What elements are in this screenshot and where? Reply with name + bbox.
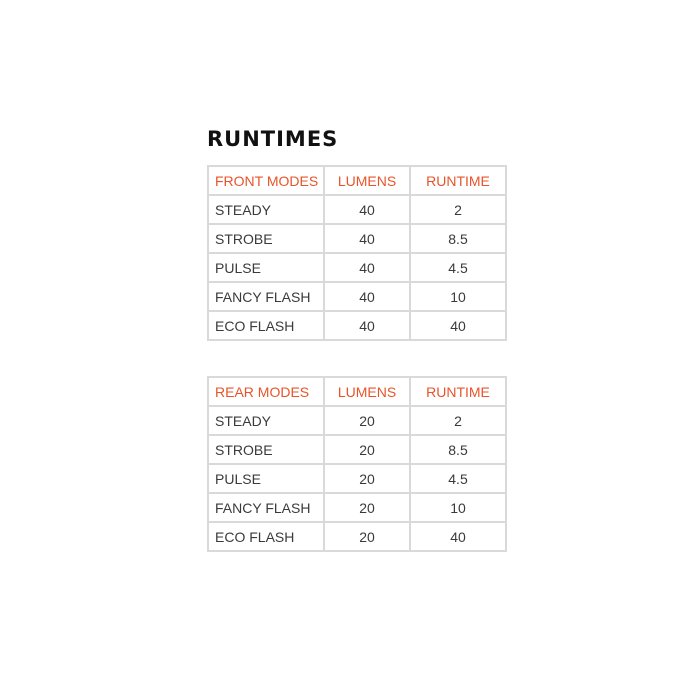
- cell-runtime: 10: [410, 282, 506, 311]
- table-row: [208, 253, 506, 282]
- cell-lumens: 20: [324, 406, 410, 435]
- table-row: [208, 493, 506, 522]
- cell-mode: PULSE: [208, 464, 324, 493]
- cell-mode: ECO FLASH: [208, 522, 324, 551]
- cell-lumens: 40: [324, 253, 410, 282]
- table-row: [208, 195, 506, 224]
- header-runtime: RUNTIME: [410, 377, 506, 406]
- table-row: [208, 464, 506, 493]
- table-header-row: [208, 166, 506, 195]
- header-lumens: LUMENS: [324, 377, 410, 406]
- rear-modes-table: [207, 376, 507, 552]
- table-row: [208, 406, 506, 435]
- cell-runtime: 8.5: [410, 224, 506, 253]
- cell-mode: STEADY: [208, 195, 324, 224]
- cell-runtime: 4.5: [410, 464, 506, 493]
- header-modes: REAR MODES: [208, 377, 324, 406]
- cell-lumens: 40: [324, 224, 410, 253]
- cell-lumens: 40: [324, 195, 410, 224]
- cell-runtime: 2: [410, 195, 506, 224]
- cell-runtime: 10: [410, 493, 506, 522]
- cell-runtime: 2: [410, 406, 506, 435]
- table-row: [208, 522, 506, 551]
- cell-mode: STEADY: [208, 406, 324, 435]
- cell-mode: FANCY FLASH: [208, 493, 324, 522]
- page-title: RUNTIMES: [207, 127, 339, 151]
- table-row: [208, 435, 506, 464]
- cell-lumens: 20: [324, 522, 410, 551]
- cell-lumens: 40: [324, 311, 410, 340]
- table-header-row: [208, 377, 506, 406]
- cell-lumens: 40: [324, 282, 410, 311]
- cell-mode: STROBE: [208, 224, 324, 253]
- cell-lumens: 20: [324, 464, 410, 493]
- cell-mode: FANCY FLASH: [208, 282, 324, 311]
- cell-runtime: 8.5: [410, 435, 506, 464]
- table-row: [208, 311, 506, 340]
- cell-mode: PULSE: [208, 253, 324, 282]
- table-row: [208, 282, 506, 311]
- cell-mode: STROBE: [208, 435, 324, 464]
- front-modes-table: [207, 165, 507, 341]
- header-runtime: RUNTIME: [410, 166, 506, 195]
- header-modes: FRONT MODES: [208, 166, 324, 195]
- cell-lumens: 20: [324, 435, 410, 464]
- cell-lumens: 20: [324, 493, 410, 522]
- cell-runtime: 40: [410, 311, 506, 340]
- table-row: [208, 224, 506, 253]
- cell-mode: ECO FLASH: [208, 311, 324, 340]
- cell-runtime: 40: [410, 522, 506, 551]
- cell-runtime: 4.5: [410, 253, 506, 282]
- header-lumens: LUMENS: [324, 166, 410, 195]
